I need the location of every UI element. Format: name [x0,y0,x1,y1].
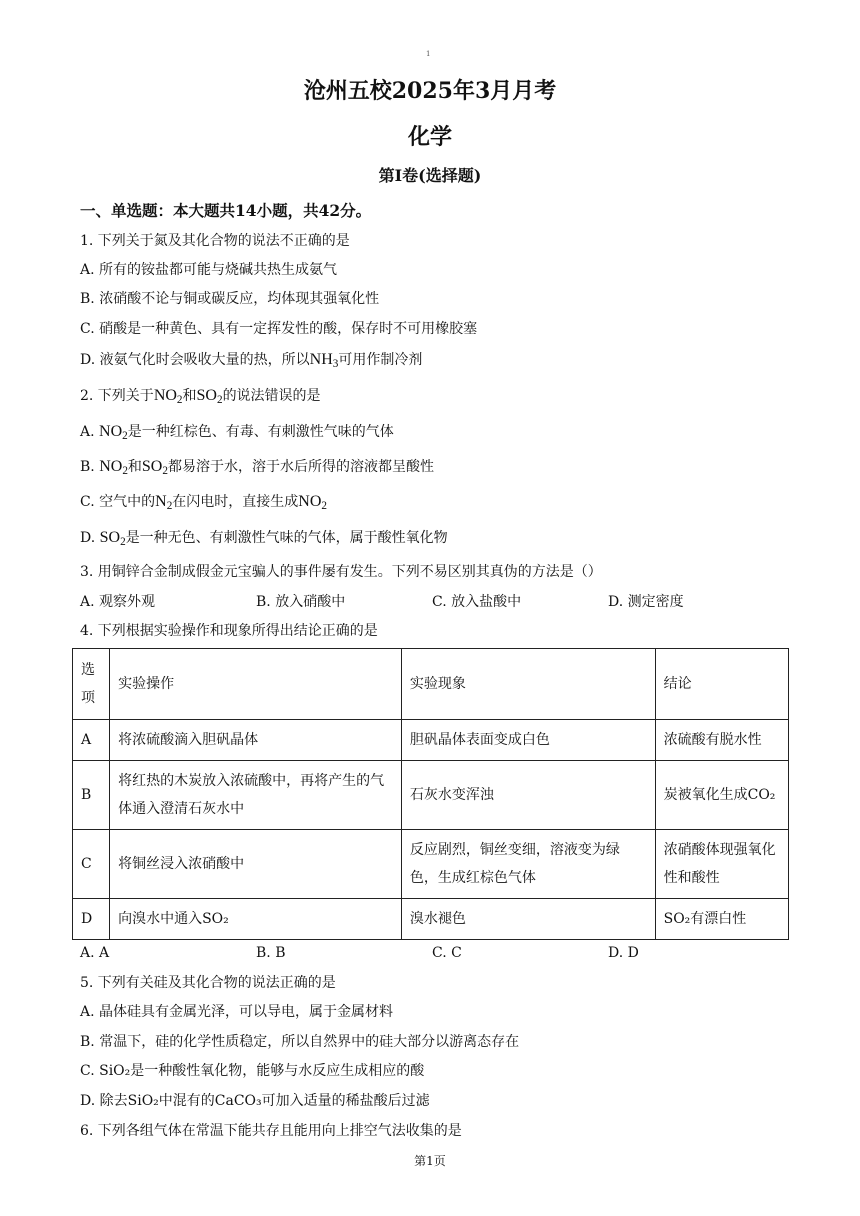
no2-formula: $NO_2$ [153,387,183,406]
no2-formula: $NO_2$ [99,423,128,442]
cell: D [73,899,110,940]
so2-formula: $SO_2$ [141,458,168,477]
q4-option-d: D. D [608,945,639,961]
table-row [73,899,789,940]
section-heading: 一、单选题：本大题共14小题，共42分。 [80,201,372,220]
q2-option-d: D. $SO_2$是一种无色、有刺激性气味的气体，属于酸性氧化物 [80,529,448,548]
volume-title: 第I卷(选择题) [378,166,482,185]
cell: C [73,830,110,899]
table-row [73,720,789,761]
q5-option-d: D. 除去SiO₂中混有的CaCO₃可加入适量的稀盐酸后过滤 [80,1093,430,1109]
q3-option-c: C. 放入盐酸中 [432,594,522,610]
header-phenomenon: 实验现象 [401,649,655,720]
q4-option-a: A. A [80,945,110,961]
cell: 炭被氧化生成CO₂ [655,761,788,830]
q4-stem: 4. 下列根据实验操作和现象所得出结论正确的是 [80,623,378,639]
experiment-table [72,648,789,940]
cell: B [73,761,110,830]
cell: A [73,720,110,761]
q3-option-b: B. 放入硝酸中 [256,594,346,610]
q1-option-c: C. 硝酸是一种黄色、具有一定挥发性的酸，保存时不可用橡胶塞 [80,321,478,337]
cell: 石灰水变浑浊 [401,761,655,830]
header-option: 选项 [73,649,110,720]
nh3-formula: $NH_3$ [309,351,339,370]
q4-option-c: C. C [432,945,462,961]
q2-stem: 2. 下列关于$NO_2$和$SO_2$的说法错误的是 [80,387,321,406]
q1-option-a: A. 所有的铵盐都可能与烧碱共热生成氨气 [80,262,338,278]
cell: 浓硫酸有脱水性 [655,720,788,761]
cell: 将浓硫酸滴入胆矾晶体 [110,720,402,761]
q1-d-text-end: 可用作制冷剂 [338,352,423,368]
q1-option-b: B. 浓硝酸不论与铜或碳反应，均体现其强氧化性 [80,291,380,307]
no2-formula: $NO_2$ [298,493,327,512]
page-mark: 1 [426,50,431,58]
q1-option-d [80,349,422,370]
q2-option-a: A. $NO_2$是一种红棕色、有毒、有刺激性气味的气体 [80,423,394,442]
exam-title: 沧州五校2025年3月月考 [303,78,557,104]
cell: SO₂有漂白性 [655,899,788,940]
header-conclusion: 结论 [655,649,788,720]
q5-option-b: B. 常温下，硅的化学性质稳定，所以自然界中的硅大部分以游离态存在 [80,1034,520,1050]
cell: 反应剧烈，铜丝变细，溶液变为绿色，生成红棕色气体 [401,830,655,899]
q2-option-c: C. 空气中的$N_2$在闪电时，直接生成$NO_2$ [80,493,327,512]
q1-stem: 1. 下列关于氮及其化合物的说法不正确的是 [80,233,350,249]
table-row [73,830,789,899]
q3-option-d: D. 测定密度 [608,594,684,610]
cell: 胆矾晶体表面变成白色 [401,720,655,761]
cell: 向溴水中通入SO₂ [110,899,402,940]
q5-option-a: A. 晶体硅具有金属光泽，可以导电，属于金属材料 [80,1004,394,1020]
cell: 溴水褪色 [401,899,655,940]
cell: 将红热的木炭放入浓硫酸中，再将产生的气体通入澄清石灰水中 [110,761,402,830]
no2-formula: $NO_2$ [99,458,128,477]
q4-option-b: B. B [256,945,286,961]
q2-option-b: B. $NO_2$和$SO_2$都易溶于水，溶于水后所得的溶液都呈酸性 [80,458,434,477]
q5-option-c: C. SiO₂是一种酸性氧化物，能够与水反应生成相应的酸 [80,1063,425,1079]
n2-formula: $N_2$ [155,493,173,512]
q3-stem: 3. 用铜锌合金制成假金元宝骗人的事件屡有发生。下列不易区别其真伪的方法是（） [80,564,602,580]
q6-stem: 6. 下列各组气体在常温下能共存且能用向上排空气法收集的是 [80,1123,462,1139]
so2-formula: $SO_2$ [99,529,126,548]
header-operation: 实验操作 [110,649,402,720]
table-row [73,761,789,830]
table-header-row [73,649,789,720]
so2-formula: $SO_2$ [196,387,223,406]
q5-stem: 5. 下列有关硅及其化合物的说法正确的是 [80,975,336,991]
q3-option-a: A. 观察外观 [80,594,156,610]
cell: 浓硝酸体现强氧化性和酸性 [655,830,788,899]
page-footer: 第1页 [414,1154,446,1168]
subject-title: 化学 [407,124,452,150]
q1-d-text: D. 液氨气化时会吸收大量的热，所以 [80,352,310,368]
cell: 将铜丝浸入浓硝酸中 [110,830,402,899]
